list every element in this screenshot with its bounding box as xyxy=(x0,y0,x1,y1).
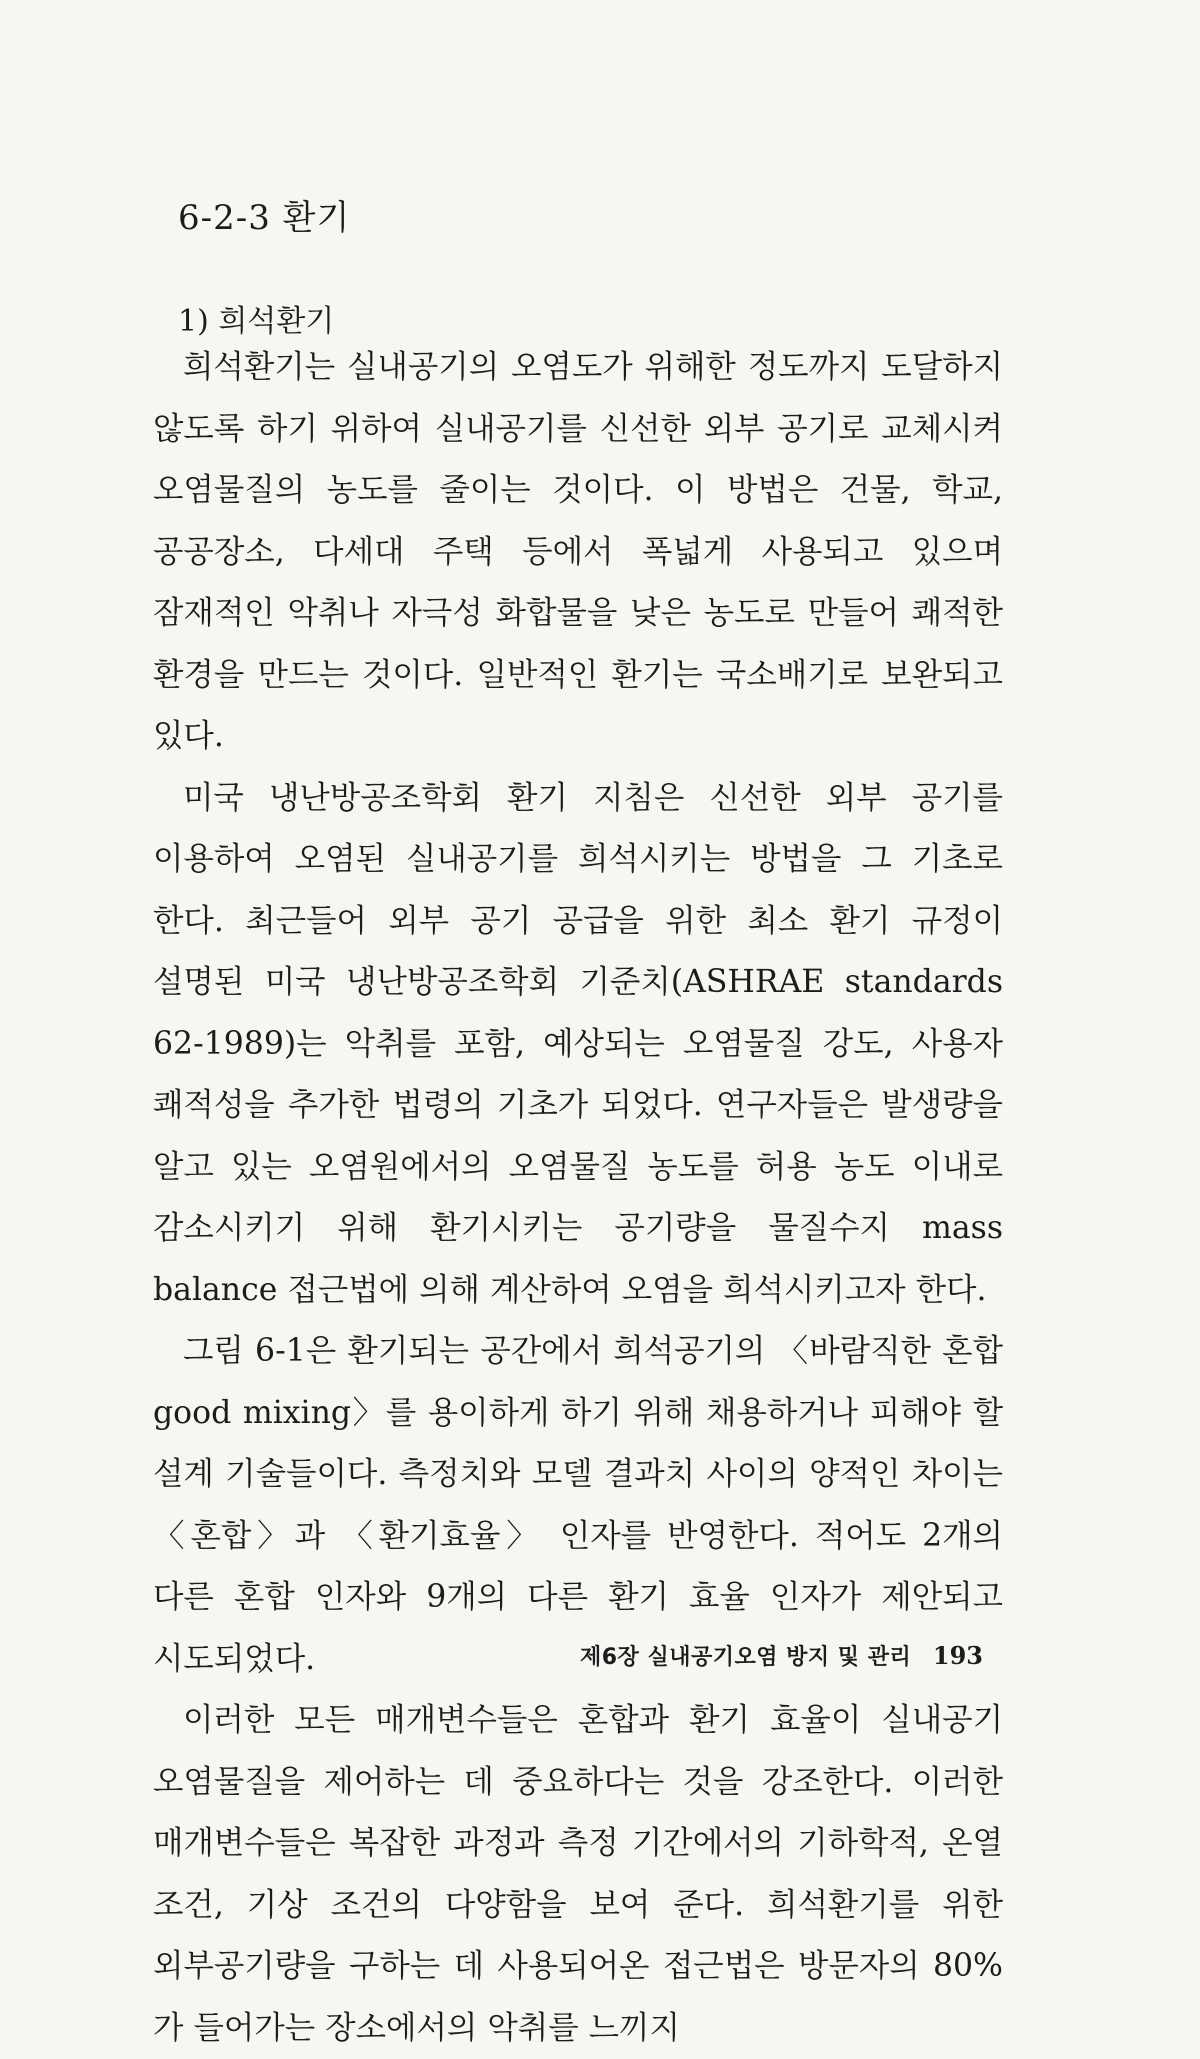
paragraph-dilution-ventilation-definition: 희석환기는 실내공기의 오염도가 위해한 정도까지 도달하지 않도록 하기 위하여 실내공기를 신선한 외부 공기로 교체시켜 오염물질의 농도를 줄이는 것이다. 이 방법은 건물, 학교, 공공장소, 다세대 주택 등에서 폭넓게 사용되고 있으며 잠재적인 악취나 자극성 화합물을 낮은 농도로 만들어 쾌적한 환경을 만드는 것이다. 일반적인 환기는 국소배기로 보완되고 있다. xyxy=(153,349,1003,754)
paragraph-parameters: 이러한 모든 매개변수들은 혼합과 환기 효율이 실내공기 오염물질을 제어하는 데 중요하다는 것을 강조한다. 이러한 매개변수들은 복잡한 과정과 측정 기간에서의 기하학적, 온열 조건, 기상 조건의 다양함을 보여 준다. 희석환기를 위한 외부공기량을 구하는 데 사용되어온 접근법은 방문자의 80%가 들어가는 장소에서의 악취를 느끼지 xyxy=(153,1702,1003,2046)
page-footer xyxy=(580,1640,1000,1671)
footer-chapter-title: 제6장 실내공기오염 방지 및 관리 xyxy=(580,1645,912,1670)
paragraph-figure-6-1: 그림 6-1은 환기되는 공간에서 희석공기의 〈바람직한 혼합 good mixing〉를 용이하게 하기 위해 채용하거나 피해야 할 설계 기술들이다. 측정치와 모델 결과치 사이의 양적인 차이는 〈혼합〉과 〈환기효율〉 인자를 반영한다. 적어도 2개의 다른 혼합 인자와 9개의 다른 환기 효율 인자가 제안되고 시도되었다. xyxy=(153,1333,1003,1677)
page-number: 193 xyxy=(932,1641,984,1670)
body-text xyxy=(153,337,1003,2059)
paragraph-ashrae-guideline: 미국 냉난방공조학회 환기 지침은 신선한 외부 공기를 이용하여 오염된 실내공기를 희석시키는 방법을 그 기초로 한다. 최근들어 외부 공기 공급을 위한 최소 환기 규정이 설명된 미국 냉난방공조학회 기준치(ASHRAE standards 62-1989)는 악취를 포함, 예상되는 오염물질 강도, 사용자 쾌적성을 추가한 법령의 기초가 되었다. 연구자들은 발생량을 알고 있는 오염원에서의 오염물질 농도를 허용 농도 이내로 감소시키기 위해 환기시키는 공기량을 물질수지 mass balance 접근법에 의해 계산하여 오염을 희석시키고자 한다. xyxy=(153,779,1003,1308)
subsection-title: 1) 희석환기 xyxy=(178,304,335,339)
section-title: 6-2-3 환기 xyxy=(178,198,351,238)
